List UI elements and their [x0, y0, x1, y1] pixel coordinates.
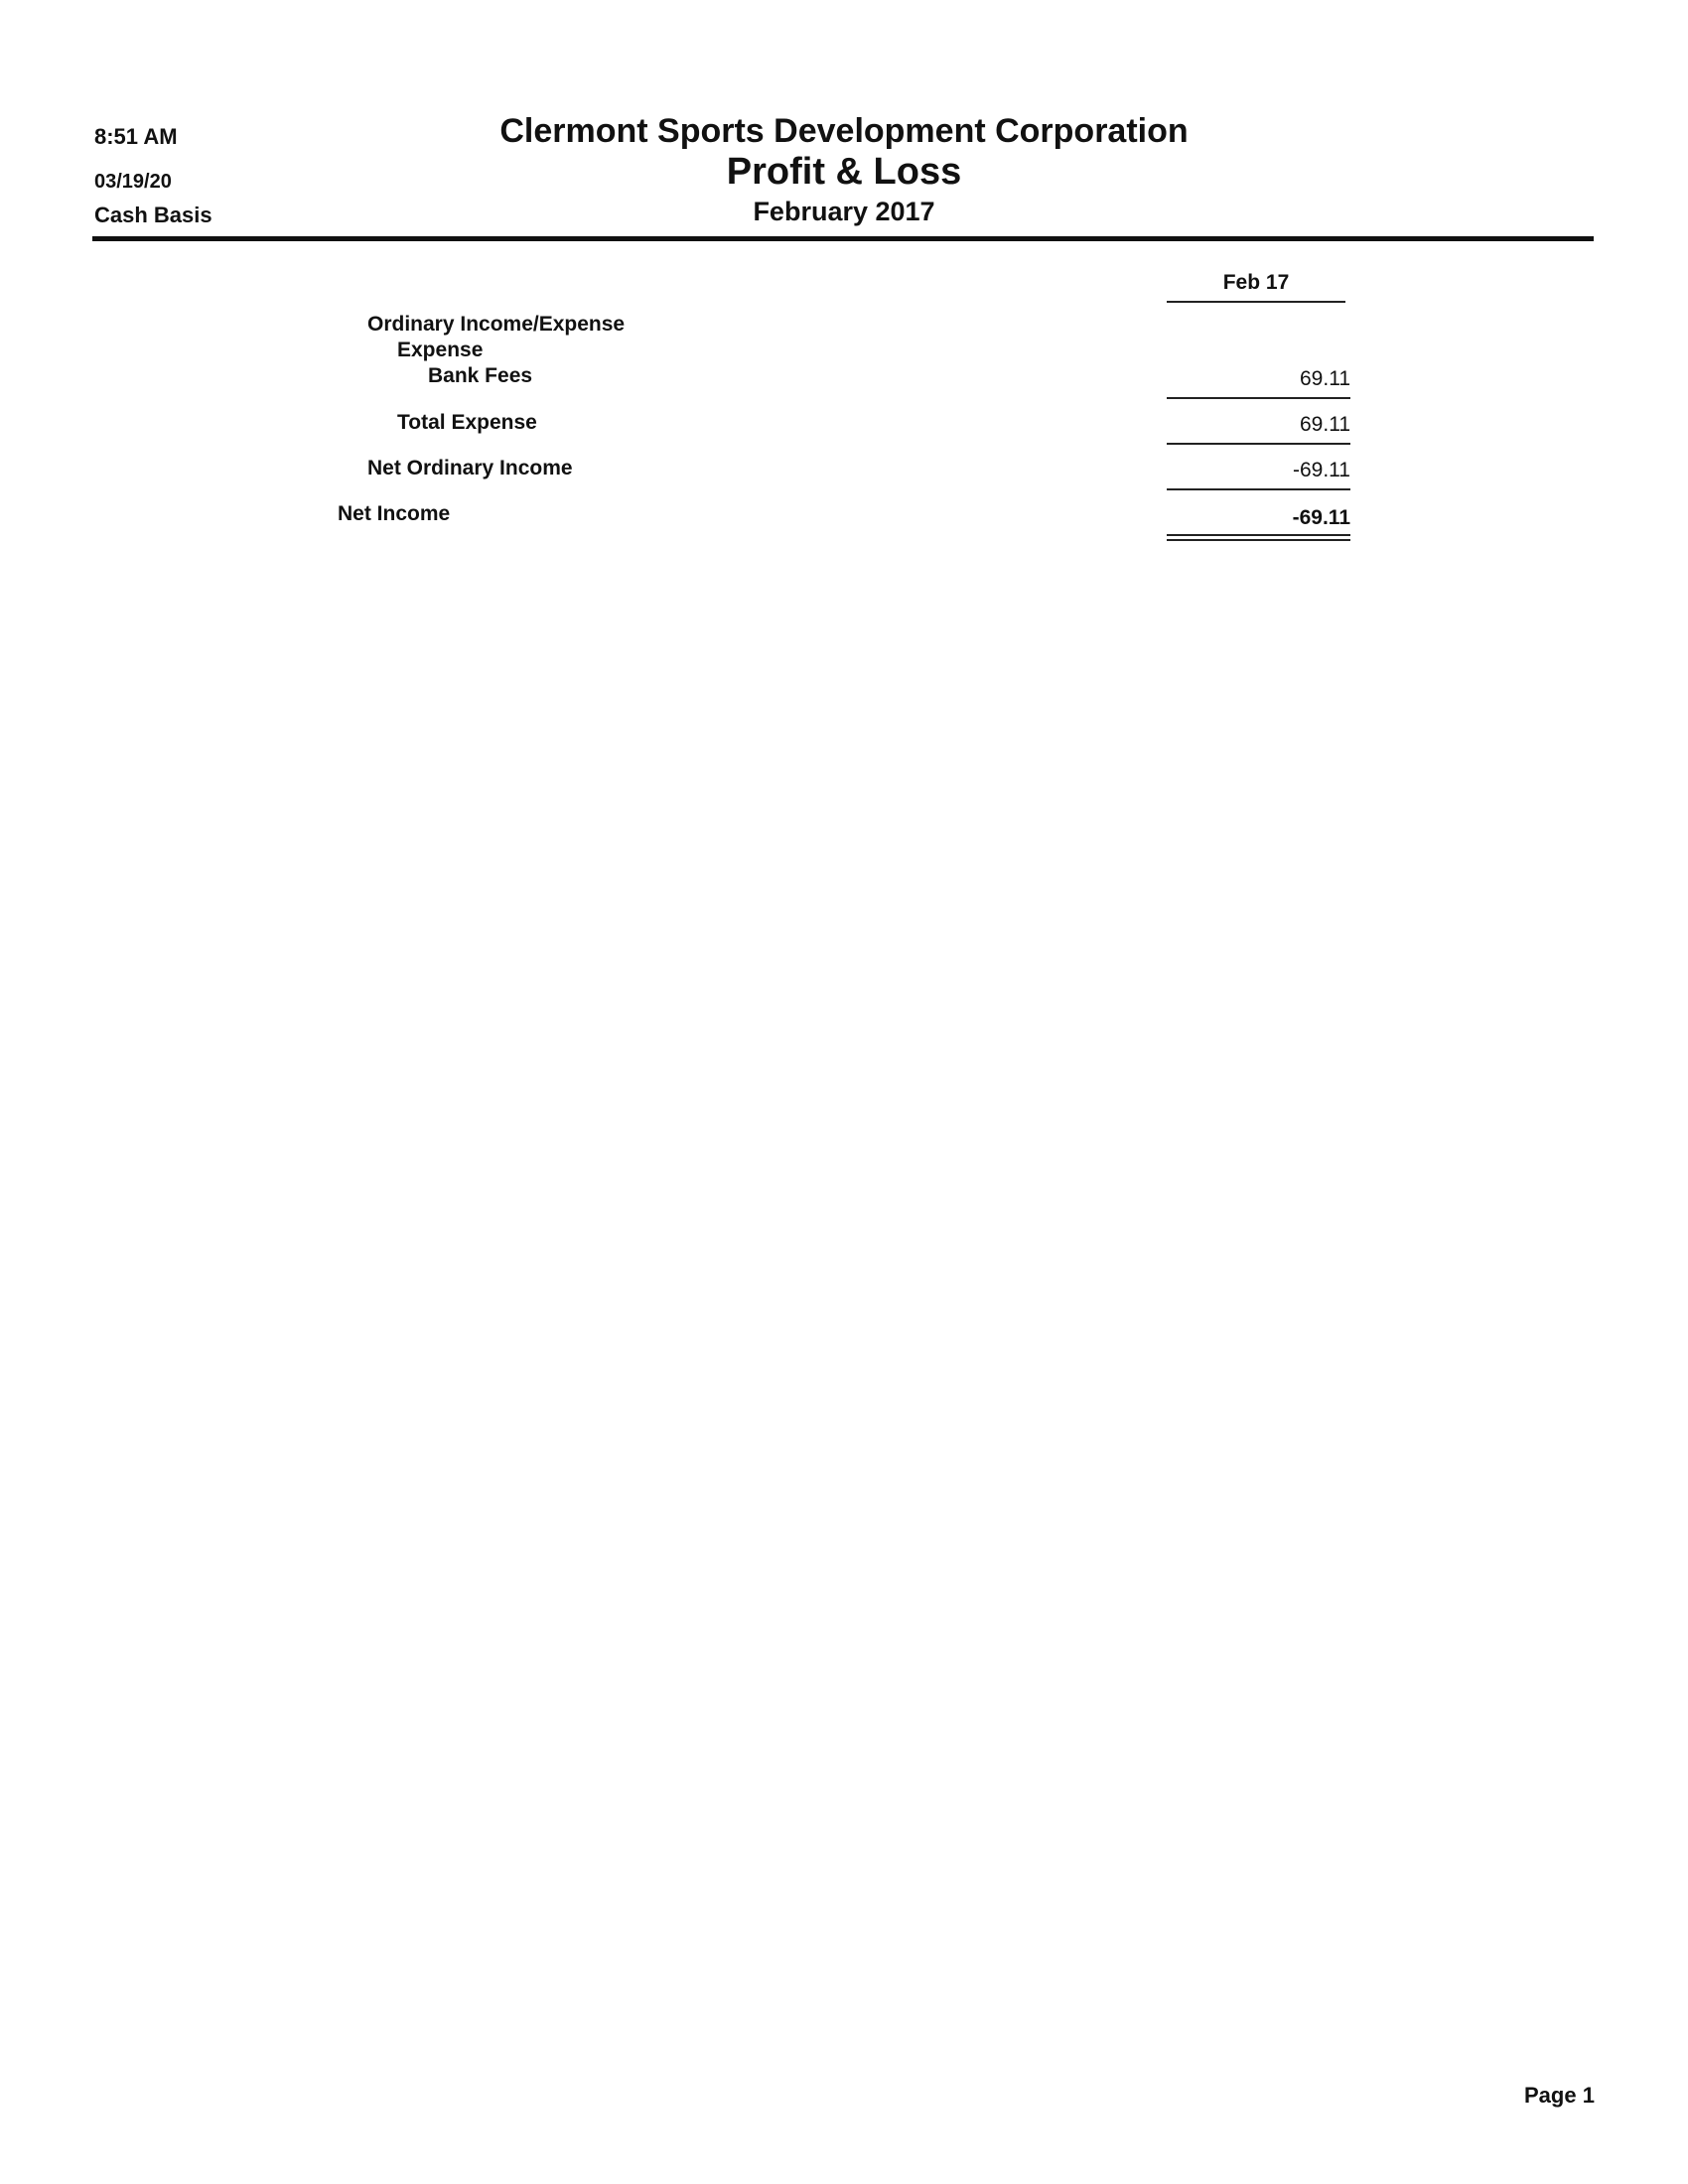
row-label-total-expense: Total Expense — [397, 411, 537, 434]
row-label-net-income: Net Income — [338, 502, 451, 525]
row-value-total-expense: 69.11 — [1300, 413, 1350, 436]
row-label-expense: Expense — [397, 339, 484, 361]
report-basis: Cash Basis — [94, 203, 212, 227]
subtotal-rule — [1167, 443, 1350, 445]
row-value-bank-fees: 69.11 — [1300, 367, 1350, 390]
column-header: Feb 17 — [1222, 271, 1290, 294]
row-label-bank-fees: Bank Fees — [428, 364, 533, 387]
total-double-rule-top — [1167, 534, 1350, 536]
row-label-ordinary-income-expense: Ordinary Income/Expense — [367, 313, 626, 336]
report-period: February 2017 — [753, 197, 935, 226]
company-name: Clermont Sports Development Corporation — [499, 112, 1189, 150]
report-time: 8:51 AM — [94, 124, 178, 149]
subtotal-rule — [1167, 397, 1350, 399]
total-double-rule-bottom — [1167, 539, 1350, 541]
report-date: 03/19/20 — [94, 171, 172, 193]
report-title: Profit & Loss — [726, 151, 962, 193]
header-divider — [92, 236, 1594, 241]
row-value-net-income: -69.11 — [1292, 506, 1350, 529]
page-number: Page 1 — [1524, 2083, 1595, 2108]
row-label-net-ordinary-income: Net Ordinary Income — [367, 457, 573, 479]
column-header-underline — [1167, 301, 1345, 303]
row-value-net-ordinary-income: -69.11 — [1293, 459, 1350, 481]
subtotal-rule — [1167, 488, 1350, 490]
